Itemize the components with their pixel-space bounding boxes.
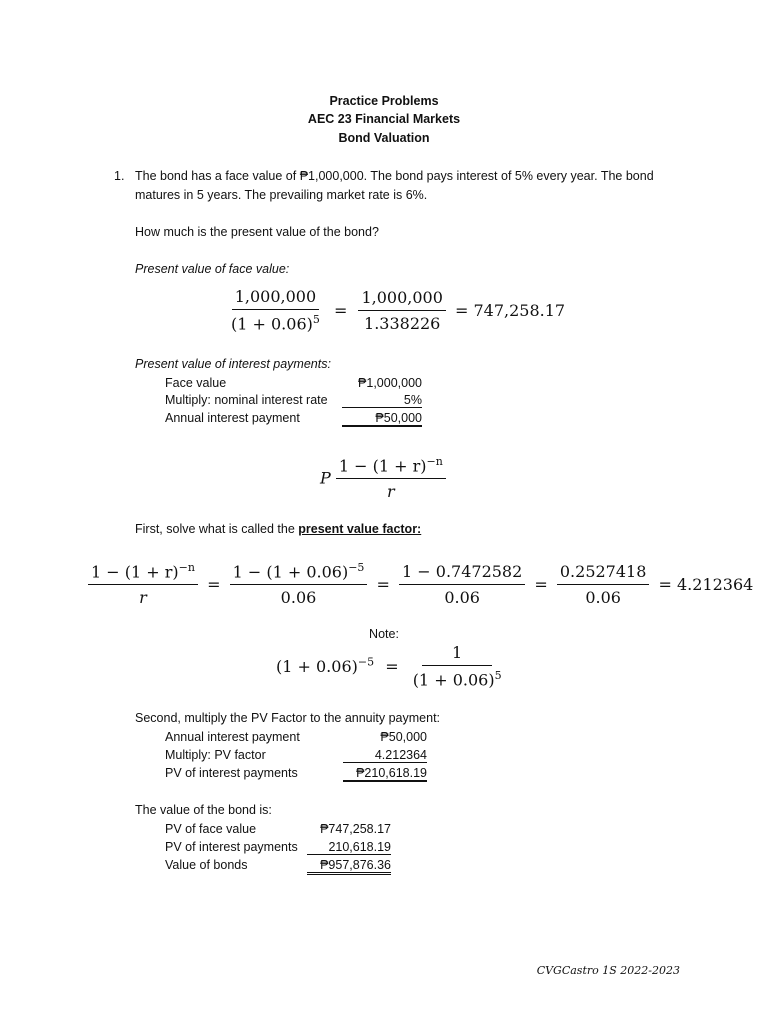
row-label: Value of bonds: [165, 858, 248, 872]
pv-face-numerator-2: 1,000,000: [358, 288, 445, 311]
pv-factor-den-4: 0.06: [585, 587, 621, 607]
pv-factor-term: present value factor:: [298, 522, 422, 536]
pv-factor-den-2: 0.06: [280, 588, 317, 608]
pv-factor-fraction-2: [230, 561, 368, 607]
row-value: 4.212364: [343, 748, 427, 763]
problem-text-line1: The bond has a face value of ₱1,000,000. The bond pays interest of 5% every year. The bond: [135, 169, 654, 183]
row-value: ₱50,000: [342, 411, 422, 427]
annuity-num-base: 1 − (1 + r): [338, 456, 427, 476]
equals-sign: =: [534, 574, 548, 594]
topic-title: Bond Valuation: [338, 131, 430, 145]
pv-face-denominator-2: 1.338226: [364, 313, 441, 333]
note-den-exp: 5: [494, 669, 502, 682]
pv-interest-row: [165, 393, 422, 408]
row-value: 5%: [342, 393, 422, 408]
note-label: Note:: [369, 627, 399, 641]
problem-text-line2: matures in 5 years. The prevailing market rate is 6%.: [135, 188, 428, 202]
second-step-row: [165, 730, 427, 744]
doc-title: Practice Problems: [329, 94, 439, 108]
pv-factor-intro-text: First, solve what is called the: [135, 522, 299, 536]
pv-factor-fraction-1: [88, 561, 198, 607]
note-equation: [276, 643, 505, 689]
bond-value-intro: The value of the bond is:: [135, 803, 272, 817]
note-lhs-exp: −5: [357, 655, 375, 669]
row-value: ₱747,258.17: [320, 822, 391, 836]
note-numerator: 1: [422, 643, 492, 666]
row-label: Annual interest payment: [165, 411, 300, 425]
problem-number: 1.: [114, 169, 125, 183]
pv-face-fraction-2: [358, 288, 445, 333]
pv-factor-num-4: 0.2527418: [557, 562, 650, 585]
footer-author: CVGCastro 1S 2022-2023: [536, 964, 680, 977]
pv-factor-equation: [88, 561, 753, 607]
f1-num-exp: −n: [178, 561, 195, 574]
note-lhs-base: (1 + 0.06): [276, 657, 358, 677]
second-step-row: [165, 748, 427, 763]
f1-num-base: 1 − (1 + r): [91, 562, 179, 582]
row-value: ₱50,000: [380, 730, 427, 744]
pv-factor-num-1: [88, 561, 198, 585]
course-title: AEC 23 Financial Markets: [307, 112, 461, 126]
problem-question: How much is the present value of the bond?: [135, 225, 379, 239]
bond-value-row: [165, 822, 391, 836]
pv-factor-result: = 4.212364: [658, 574, 754, 594]
f2-num-exp: −5: [348, 561, 365, 574]
pv-factor-fraction-3: [399, 562, 525, 607]
row-label: Multiply: nominal interest rate: [165, 393, 328, 407]
pv-face-equation: [228, 287, 565, 333]
pv-face-denominator-1: [228, 310, 323, 333]
second-step-intro: Second, multiply the PV Factor to the annuity payment:: [135, 711, 441, 725]
row-value: ₱210,618.19: [343, 766, 427, 782]
pv-face-result: = 747,258.17: [455, 300, 566, 320]
note-fraction: [410, 643, 505, 689]
bond-value-row: [165, 840, 391, 855]
annuity-denominator: r: [387, 482, 395, 502]
note-denominator: [410, 666, 505, 689]
pv-factor-intro: [135, 522, 421, 536]
row-label: Multiply: PV factor: [165, 748, 266, 762]
row-label: Face value: [165, 376, 227, 390]
pv-factor-num-2: [230, 561, 368, 585]
pv-face-heading: Present value of face value:: [135, 262, 290, 276]
pv-factor-den-3: 0.06: [444, 587, 480, 607]
note-lhs: [276, 657, 374, 676]
row-value: ₱957,876.36: [307, 858, 391, 875]
pv-interest-heading: Present value of interest payments:: [135, 357, 331, 371]
principal-symbol: P: [320, 468, 331, 488]
pv-interest-row: [165, 376, 422, 390]
equals-sign: =: [376, 574, 390, 594]
bond-value-row: [165, 858, 391, 875]
row-value: 210,618.19: [307, 840, 391, 855]
pv-face-fraction-1: [228, 287, 323, 333]
annuity-num-exp: −n: [426, 455, 443, 468]
annuity-formula: [320, 455, 446, 501]
pv-face-den1-base: (1 + 0.06): [231, 314, 313, 334]
pv-face-den1-exp: 5: [312, 313, 320, 326]
row-label: Annual interest payment: [165, 730, 300, 744]
equals-sign: =: [333, 300, 348, 320]
pv-factor-fraction-4: [557, 562, 650, 607]
second-step-row: [165, 766, 427, 782]
annuity-numerator: [336, 455, 446, 479]
equals-sign: =: [385, 656, 399, 676]
pv-interest-row: [165, 411, 422, 427]
row-label: PV of interest payments: [165, 766, 298, 780]
pv-factor-num-3: 1 − 0.7472582: [399, 562, 525, 585]
annuity-fraction: [336, 455, 446, 501]
pv-face-numerator-1: 1,000,000: [232, 287, 319, 310]
row-value: ₱1,000,000: [358, 376, 422, 390]
equals-sign: =: [207, 574, 221, 594]
note-den-base: (1 + 0.06): [412, 670, 495, 690]
row-label: PV of face value: [165, 822, 257, 836]
pv-factor-den-1: r: [139, 588, 147, 608]
row-label: PV of interest payments: [165, 840, 298, 854]
f2-num-base: 1 − (1 + 0.06): [232, 562, 349, 582]
